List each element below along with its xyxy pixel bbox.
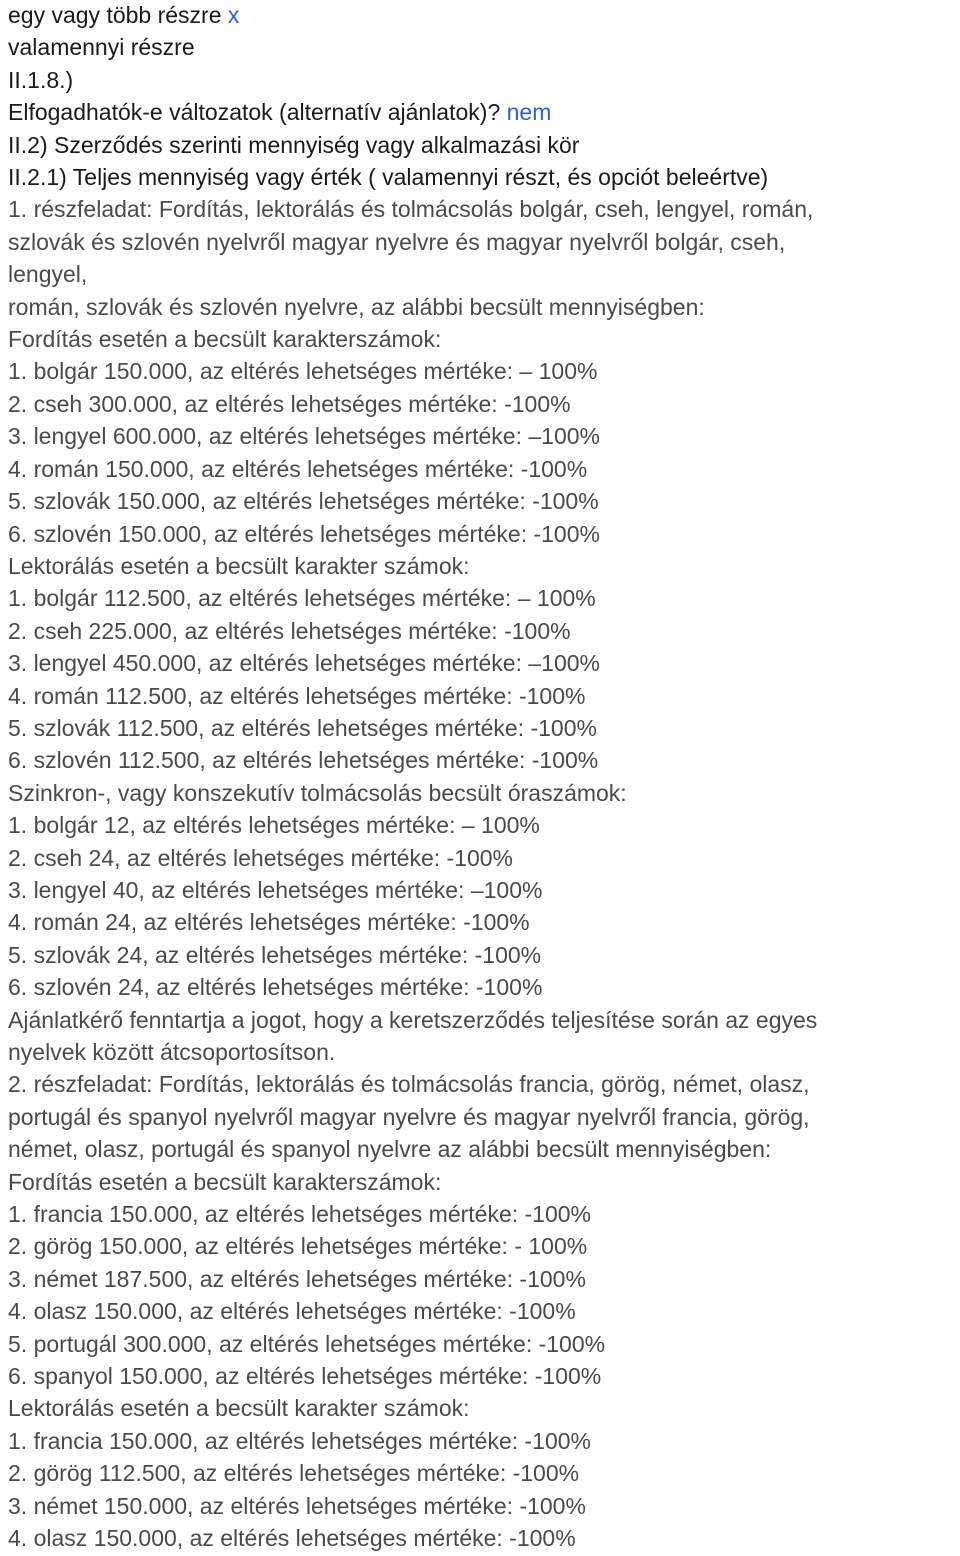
text-line xyxy=(8,680,960,712)
text-line xyxy=(8,874,960,906)
line-value: 2. görög 112.500, az eltérés lehetséges mértéke: -100% xyxy=(8,1460,580,1487)
line-value: román, szlovák és szlovén nyelvre, az alábbi becsült mennyiségben: xyxy=(8,293,705,320)
line-label: Elfogadhatók-e változatok (alternatív ajánlatok)? xyxy=(8,99,507,126)
text-line xyxy=(8,1522,960,1554)
line-value: lengyel, xyxy=(8,261,88,288)
line-value: 2. cseh 225.000, az eltérés lehetséges mértéke: -100% xyxy=(8,617,571,644)
text-line xyxy=(8,64,960,96)
text-line xyxy=(8,0,960,31)
line-value: 6. szlovén 150.000, az eltérés lehetséges mértéke: -100% xyxy=(8,520,600,547)
text-line xyxy=(8,161,960,193)
text-line xyxy=(8,971,960,1003)
line-value: 1. bolgár 150.000, az eltérés lehetséges mértéke: – 100% xyxy=(8,358,598,385)
line-value: Lektorálás esetén a becsült karakter számok: xyxy=(8,552,470,579)
text-line xyxy=(8,226,960,258)
text-line xyxy=(8,1360,960,1392)
line-value: Fordítás esetén a becsült karakterszámok: xyxy=(8,326,442,353)
line-value: német, olasz, portugál és spanyol nyelvre az alábbi becsült mennyiségben: xyxy=(8,1136,772,1163)
line-value: 1. bolgár 12, az eltérés lehetséges mértéke: – 100% xyxy=(8,812,540,839)
line-value: 6. spanyol 150.000, az eltérés lehetséges mértéke: -100% xyxy=(8,1363,602,1390)
line-value: Ajánlatkérő fenntartja a jogot, hogy a keretszerződés teljesítése során az egyes xyxy=(8,1006,818,1033)
line-value: portugál és spanyol nyelvről magyar nyelvre és magyar nyelvről francia, görög, xyxy=(8,1103,810,1130)
text-line xyxy=(8,777,960,809)
line-value: 1. francia 150.000, az eltérés lehetséges mértéke: -100% xyxy=(8,1427,592,1454)
line-value: 1. részfeladat: Fordítás, lektorálás és tolmácsolás bolgár, cseh, lengyel, román, xyxy=(8,196,814,223)
text-line xyxy=(8,1392,960,1424)
text-line xyxy=(8,1166,960,1198)
text-line xyxy=(8,388,960,420)
text-line xyxy=(8,518,960,550)
text-line xyxy=(8,1457,960,1489)
text-line xyxy=(8,1068,960,1100)
line-value: 2. görög 150.000, az eltérés lehetséges mértéke: - 100% xyxy=(8,1233,588,1260)
line-label: egy vagy több részre xyxy=(8,2,228,28)
line-value: Fordítás esetén a becsült karakterszámok: xyxy=(8,1168,442,1195)
text-line xyxy=(8,323,960,355)
text-line xyxy=(8,1295,960,1327)
line-value: 3. lengyel 600.000, az eltérés lehetséges mértéke: –100% xyxy=(8,423,600,450)
text-line xyxy=(8,355,960,387)
text-line xyxy=(8,1004,960,1036)
text-line xyxy=(8,420,960,452)
text-line xyxy=(8,1230,960,1262)
text-line xyxy=(8,96,960,128)
text-line xyxy=(8,453,960,485)
line-value: 5. portugál 300.000, az eltérés lehetséges mértéke: -100% xyxy=(8,1330,606,1357)
line-value: 3. német 150.000, az eltérés lehetséges mértéke: -100% xyxy=(8,1492,586,1519)
text-line xyxy=(8,615,960,647)
line-value: 5. szlovák 24, az eltérés lehetséges mértéke: -100% xyxy=(8,941,542,968)
text-line xyxy=(8,31,960,63)
line-value: 2. cseh 24, az eltérés lehetséges mértéke: -100% xyxy=(8,844,514,871)
text-line xyxy=(8,809,960,841)
line-value: 4. olasz 150.000, az eltérés lehetséges mértéke: -100% xyxy=(8,1525,576,1552)
text-line xyxy=(8,744,960,776)
line-value: 3. lengyel 450.000, az eltérés lehetséges mértéke: –100% xyxy=(8,650,600,677)
line-value: x xyxy=(227,2,240,28)
line-value: 1. francia 150.000, az eltérés lehetséges mértéke: -100% xyxy=(8,1201,592,1228)
line-value: Szinkron-, vagy konszekutív tolmácsolás becsült óraszámok: xyxy=(8,779,627,806)
line-value: 3. lengyel 40, az eltérés lehetséges mértéke: –100% xyxy=(8,876,543,903)
text-line xyxy=(8,1328,960,1360)
line-value: 5. szlovák 150.000, az eltérés lehetséges mértéke: -100% xyxy=(8,488,599,515)
line-value: 4. román 24, az eltérés lehetséges mértéke: -100% xyxy=(8,909,530,936)
text-line xyxy=(8,1490,960,1522)
line-value: 1. bolgár 112.500, az eltérés lehetséges mértéke: – 100% xyxy=(8,585,596,612)
text-line xyxy=(8,712,960,744)
text-line xyxy=(8,1036,960,1068)
line-value: 2. cseh 300.000, az eltérés lehetséges mértéke: -100% xyxy=(8,390,571,417)
line-value: szlovák és szlovén nyelvről magyar nyelvre és magyar nyelvről bolgár, cseh, xyxy=(8,228,786,255)
text-line xyxy=(8,1263,960,1295)
text-line xyxy=(8,939,960,971)
line-value: 6. szlovén 112.500, az eltérés lehetséges mértéke: -100% xyxy=(8,747,599,774)
line-value: nem xyxy=(506,99,552,126)
text-line xyxy=(8,129,960,161)
line-label: valamennyi részre xyxy=(8,34,195,61)
line-value: nyelvek között átcsoportosítson. xyxy=(8,1039,336,1065)
line-value: Lektorálás esetén a becsült karakter számok: xyxy=(8,1395,470,1422)
text-line xyxy=(8,258,960,290)
text-line xyxy=(8,1198,960,1230)
line-value: 6. szlovén 24, az eltérés lehetséges mértéke: -100% xyxy=(8,974,543,1001)
text-line xyxy=(8,193,960,225)
text-line xyxy=(8,550,960,582)
text-line xyxy=(8,1101,960,1133)
line-label: II.2) Szerződés szerinti mennyiség vagy alkalmazási kör xyxy=(8,131,580,158)
line-value: 5. szlovák 112.500, az eltérés lehetséges mértéke: -100% xyxy=(8,714,597,741)
line-value: 4. román 112.500, az eltérés lehetséges mértéke: -100% xyxy=(8,682,586,709)
line-value: 4. román 150.000, az eltérés lehetséges mértéke: -100% xyxy=(8,455,588,482)
text-line xyxy=(8,291,960,323)
text-line xyxy=(8,1425,960,1457)
line-value: 3. német 187.500, az eltérés lehetséges mértéke: -100% xyxy=(8,1265,586,1292)
text-line xyxy=(8,582,960,614)
text-line xyxy=(8,485,960,517)
line-label: II.2.1) Teljes mennyiség vagy érték ( valamennyi részt, és opciót beleértve) xyxy=(8,164,769,191)
line-label: II.1.8.) xyxy=(8,66,74,93)
text-line xyxy=(8,906,960,938)
line-value: 2. részfeladat: Fordítás, lektorálás és tolmácsolás francia, görög, német, olasz, xyxy=(8,1071,810,1098)
text-line xyxy=(8,1133,960,1165)
text-line xyxy=(8,647,960,679)
text-line xyxy=(8,842,960,874)
line-value: 4. olasz 150.000, az eltérés lehetséges mértéke: -100% xyxy=(8,1298,576,1325)
